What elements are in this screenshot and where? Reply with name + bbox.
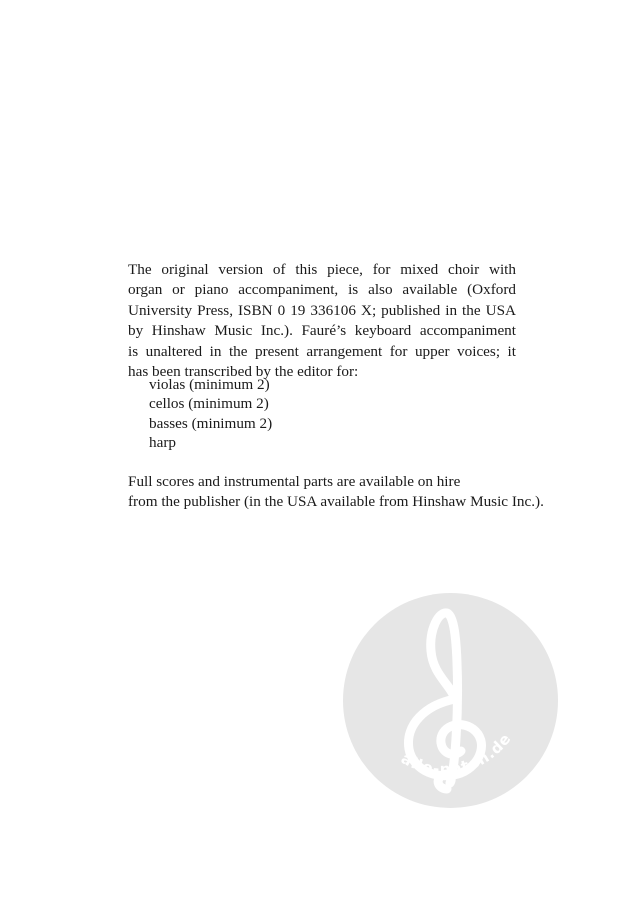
intro-line: is unaltered in the present arrangement for upper voices; it [128, 342, 516, 360]
instrument-item-basses: basses (minimum 2) [149, 414, 273, 432]
instrument-item-cellos: cellos (minimum 2) [149, 395, 269, 413]
watermark-text: alle-noten.de [398, 729, 515, 779]
intro-line: has been transcribed by the editor for: [128, 363, 359, 381]
intro-line: University Press, ISBN 0 19 336106 X; published in the USA [128, 301, 516, 319]
instrument-item-harp: harp [149, 434, 176, 452]
hire-note-line: from the publisher (in the USA available from Hinshaw Music Inc.). [128, 493, 544, 511]
instrument-list [149, 375, 272, 453]
hire-note [128, 472, 544, 513]
intro-line: The original version of this piece, for mixed choir with [128, 261, 516, 278]
intro-line: by Hinshaw Music Inc.). Fauré’s keyboard accompaniment [128, 322, 516, 340]
hire-note-line: Full scores and instrumental parts are available on hire [128, 473, 461, 490]
intro-paragraph [128, 260, 516, 382]
intro-line: organ or piano accompaniment, is also available (Oxford [128, 281, 516, 299]
instrument-item-violas: violas (minimum 2) [149, 376, 270, 393]
watermark-logo [343, 593, 558, 808]
